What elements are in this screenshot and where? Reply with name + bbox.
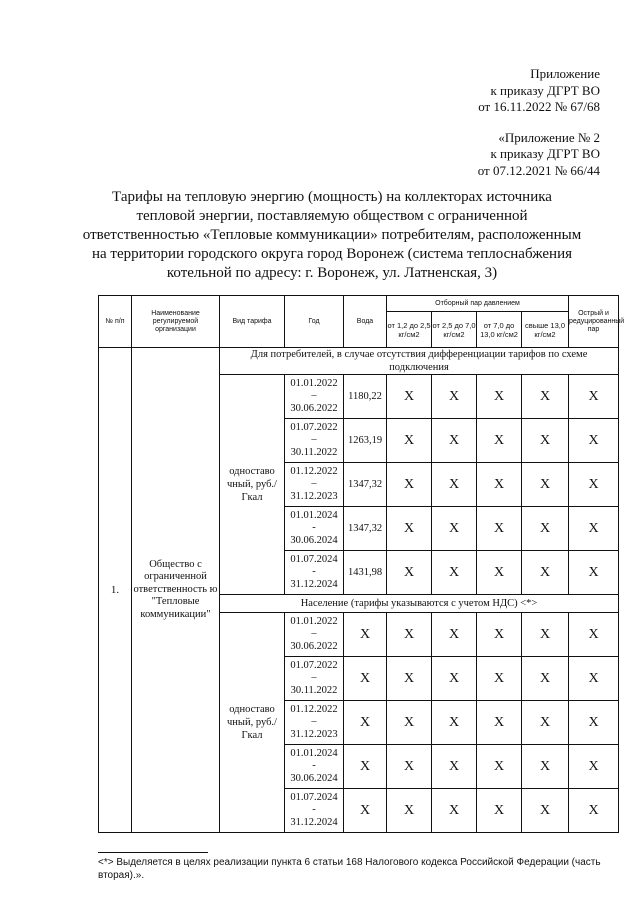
steam-value: X	[477, 613, 522, 657]
steam-value: X	[432, 551, 477, 595]
title-line: котельной по адресу: г. Воронеж, ул. Латненская, 3)	[166, 265, 498, 281]
period-to: 30.11.2022	[290, 446, 338, 458]
steam-value: X	[432, 745, 477, 789]
water-value: X	[344, 701, 387, 745]
water-value: X	[344, 745, 387, 789]
period-dash: –	[311, 434, 317, 446]
section-title: Население (тарифы указываются с учетом НДС) <*>	[220, 595, 619, 613]
period-cell	[285, 507, 344, 551]
steam-value: X	[387, 657, 432, 701]
steam-value: X	[477, 657, 522, 701]
period-cell	[285, 463, 344, 507]
steam-value: X	[522, 507, 569, 551]
title-line: на территории городского округа город Воронеж (система теплоснабжения	[91, 246, 573, 262]
header-line: «Приложение № 2	[498, 129, 600, 145]
steam-value: X	[432, 613, 477, 657]
steam-value: X	[477, 745, 522, 789]
period-cell	[285, 375, 344, 419]
col-header-sharp-steam: Острый и редуцированный пар	[569, 296, 619, 348]
period-to: 31.12.2024	[290, 816, 338, 828]
sharp-steam-value: X	[569, 789, 619, 833]
period-to: 30.06.2022	[290, 640, 338, 652]
sharp-steam-value: X	[569, 463, 619, 507]
tariff-table	[98, 295, 625, 833]
water-value: X	[344, 657, 387, 701]
period-to: 30.06.2022	[290, 402, 338, 414]
water-value: X	[344, 613, 387, 657]
col-header-year: Год	[285, 296, 344, 348]
title-line: тепловой энергии, поставляемую обществом с ограниченной	[136, 208, 528, 224]
period-to: 31.12.2023	[290, 490, 338, 502]
steam-value: X	[522, 551, 569, 595]
period-cell	[285, 419, 344, 463]
steam-value: X	[432, 507, 477, 551]
steam-value: X	[387, 789, 432, 833]
steam-value: X	[432, 701, 477, 745]
header-line: от 07.12.2021 № 66/44	[477, 162, 600, 178]
steam-value: X	[477, 701, 522, 745]
period-dash: –	[311, 628, 317, 640]
steam-value: X	[432, 789, 477, 833]
period-cell	[285, 701, 344, 745]
steam-value: X	[387, 745, 432, 789]
header-line: от 16.11.2022 № 67/68	[478, 99, 600, 114]
period-from: 01.07.2022	[290, 421, 338, 433]
steam-value: X	[477, 419, 522, 463]
sharp-steam-value: X	[569, 419, 619, 463]
sharp-steam-value: X	[569, 375, 619, 419]
header-line: к приказу ДГРТ ВО	[490, 146, 600, 161]
period-dash: -	[312, 760, 316, 772]
col-header-organization: Наименование регулируемой организации	[132, 296, 220, 348]
water-value: 1263,19	[344, 419, 387, 463]
steam-value: X	[387, 375, 432, 419]
col-header-steam-group: Отборный пар давлением	[387, 296, 569, 312]
steam-value: X	[522, 613, 569, 657]
steam-value: X	[522, 375, 569, 419]
period-from: 01.01.2024	[290, 747, 338, 759]
col-header-water: Вода	[344, 296, 387, 348]
water-value: 1180,22	[344, 375, 387, 419]
period-from: 01.07.2022	[290, 659, 338, 671]
period-from: 01.01.2022	[290, 377, 338, 389]
title-line: Тарифы на тепловую энергию (мощность) на коллекторах источника	[112, 189, 552, 205]
steam-value: X	[522, 745, 569, 789]
period-from: 01.01.2022	[290, 615, 338, 627]
period-to: 30.11.2022	[290, 684, 338, 696]
steam-value: X	[522, 701, 569, 745]
period-dash: -	[312, 804, 316, 816]
footnote-divider	[98, 852, 208, 853]
sharp-steam-value: X	[569, 701, 619, 745]
row-number: 1.	[99, 348, 132, 833]
steam-value: X	[387, 613, 432, 657]
col-header-steam-3: от 7,0 до 13,0 кг/см2	[477, 312, 522, 348]
steam-value: X	[387, 701, 432, 745]
steam-value: X	[432, 463, 477, 507]
title-line: ответственностью «Тепловые коммуникации» потребителям, расположенным	[82, 227, 582, 243]
steam-value: X	[432, 657, 477, 701]
period-dash: -	[312, 522, 316, 534]
period-to: 31.12.2023	[290, 728, 338, 740]
steam-value: X	[522, 789, 569, 833]
sharp-steam-value: X	[569, 507, 619, 551]
steam-value: X	[432, 375, 477, 419]
steam-value: X	[387, 507, 432, 551]
organization-name: Общество с ограниченной ответственность ю "Тепловые коммуникации"	[132, 348, 220, 833]
water-value: 1347,32	[344, 507, 387, 551]
period-from: 01.07.2024	[290, 553, 338, 565]
tariff-type: одноставо чный, руб./Гкал	[220, 375, 285, 595]
col-header-steam-2: от 2,5 до 7,0 кг/см2	[432, 312, 477, 348]
period-to: 30.06.2024	[290, 772, 338, 784]
steam-value: X	[522, 419, 569, 463]
col-header-steam-4: свыше 13,0 кг/см2	[522, 312, 569, 348]
col-header-tariff-type: Вид тарифа	[220, 296, 285, 348]
steam-value: X	[477, 789, 522, 833]
document-title	[72, 188, 592, 283]
col-header-number: № п/п	[99, 296, 132, 348]
period-dash: –	[311, 390, 317, 402]
steam-value: X	[387, 551, 432, 595]
period-to: 30.06.2024	[290, 534, 338, 546]
period-to: 31.12.2024	[290, 578, 338, 590]
steam-value: X	[477, 463, 522, 507]
steam-value: X	[477, 375, 522, 419]
water-value: 1347,32	[344, 463, 387, 507]
period-cell	[285, 657, 344, 701]
period-cell	[285, 551, 344, 595]
section-title: Для потребителей, в случае отсутствия дифференциации тарифов по схеме подключения	[220, 348, 619, 375]
water-value: X	[344, 789, 387, 833]
period-dash: –	[311, 716, 317, 728]
period-from: 01.12.2022	[290, 703, 338, 715]
document-header	[478, 66, 600, 179]
period-cell	[285, 613, 344, 657]
sharp-steam-value: X	[569, 613, 619, 657]
steam-value: X	[522, 657, 569, 701]
period-cell	[285, 745, 344, 789]
footnote: <*> Выделяется в целях реализации пункта 6 статьи 168 Налогового кодекса Российской Федерации (часть вторая).».	[98, 857, 601, 881]
period-cell	[285, 789, 344, 833]
period-from: 01.01.2024	[290, 509, 338, 521]
header-line: к приказу ДГРТ ВО	[490, 82, 600, 98]
steam-value: X	[477, 551, 522, 595]
col-header-steam-1: от 1,2 до 2,5 кг/см2	[387, 312, 432, 348]
water-value: 1431,98	[344, 551, 387, 595]
steam-value: X	[432, 419, 477, 463]
period-from: 01.07.2024	[290, 791, 338, 803]
steam-value: X	[387, 419, 432, 463]
period-dash: –	[311, 478, 317, 490]
sharp-steam-value: X	[569, 657, 619, 701]
period-dash: –	[311, 672, 317, 684]
steam-value: X	[522, 463, 569, 507]
steam-value: X	[477, 507, 522, 551]
period-dash: -	[312, 566, 316, 578]
header-line: Приложение	[530, 66, 600, 81]
steam-value: X	[387, 463, 432, 507]
sharp-steam-value: X	[569, 745, 619, 789]
sharp-steam-value: X	[569, 551, 619, 595]
period-from: 01.12.2022	[290, 465, 338, 477]
tariff-type: одноставо чный, руб./Гкал	[220, 613, 285, 833]
